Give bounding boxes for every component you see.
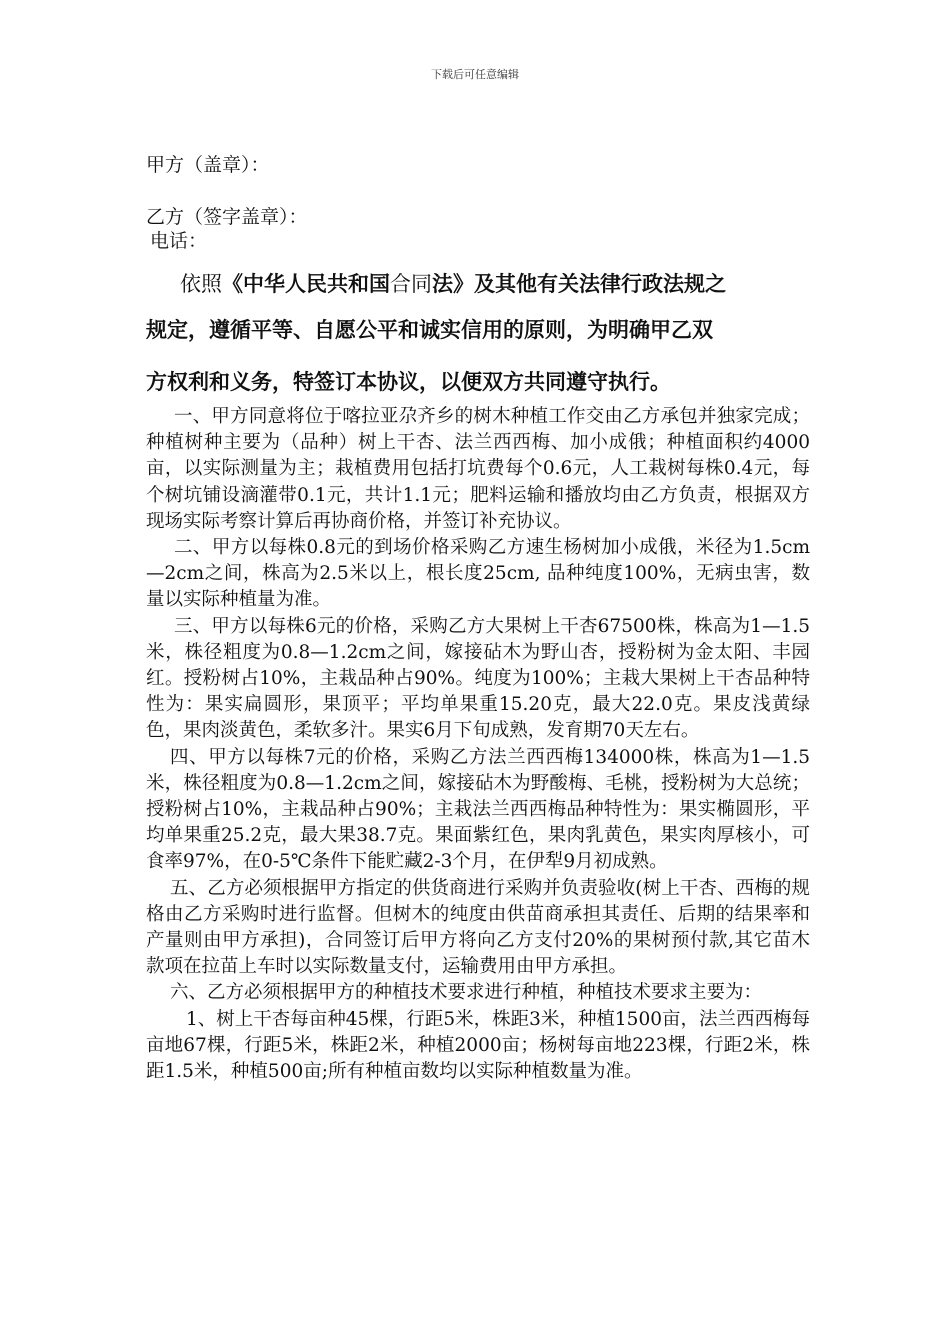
intro-lead: 依照 <box>180 272 222 296</box>
clause-4: 四、甲方以每株7元的价格，采购乙方法兰西西梅134000株，株高为1—1.5米，株径粗度为0.8—1.2cm之间，嫁接砧木为野酸梅、毛桃，授粉树为大总统；授粉树占10%，主栽品种占90%；主栽法兰西西梅品种特性为：果实椭圆形，平均单果重25.2克，最大果38.7克。果面紫红色，果肉乳黄色，果实肉厚核小，可食率97%，在0-5℃条件下能贮藏2-3个月，在伊犁9月初成熟。 <box>146 746 810 873</box>
phone-line: 电话： <box>150 230 208 252</box>
intro-law-part2: 合同 <box>390 272 432 296</box>
intro-line-2: 规定，遵循平等、自愿公平和诚实信用的原则，为明确甲乙双 <box>146 318 713 342</box>
intro-line-1 <box>146 262 826 307</box>
intro-law-part3: 法》及其他有关法律行政法规之 <box>432 272 726 296</box>
clause-2: 二、甲方以每株0.8元的到场价格采购乙方速生杨树加小成俄，米径为1.5cm—2cm之间，株高为2.5米以上，根长度25cm, 品种纯度100%，无病虫害，数量以实际种植量为准。 <box>146 537 810 611</box>
clause-6-item-1: 1、树上干杏每亩种45棵，行距5米，株距3米，种植1500亩，法兰西西梅每亩地67棵，行距5米，株距2米，种植2000亩；杨树每亩地223棵，行距2米，株距1.5米，种植500亩;所有种植亩数均以实际种植数量为准。 <box>146 1008 810 1083</box>
clause-1: 一、甲方同意将位于喀拉亚尕齐乡的树木种植工作交由乙方承包并独家完成；种植树种主要为（品种）树上干杏、法兰西西梅、加小成俄；种植面积约4000亩，以实际测量为主；栽植费用包括打坑费每个0.6元，人工栽树每株0.4元，每个树坑铺设滴灌带0.1元，共计1.1元；肥料运输和播放均由乙方负责，根据双方现场实际考察计算后再协商价格，并签订补充协议。 <box>146 406 810 532</box>
contract-clauses <box>146 404 810 1085</box>
intro-law-part1: 《中华人民共和国 <box>222 272 390 296</box>
intro-line-3: 方权利和义务，特签订本协议，以便双方共同遵守执行。 <box>146 370 671 394</box>
clause-6: 六、乙方必须根据甲方的种植技术要求进行种植，种植技术要求主要为： <box>170 982 763 1004</box>
clause-5: 五、乙方必须根据甲方指定的供货商进行采购并负责验收(树上干杏、西梅的规格由乙方采购时进行监督。但树木的纯度由供苗商承担其责任、后期的结果率和产量则由甲方承担)，合同签订后甲方将向乙方支付20%的果树预付款,其它苗木款项在拉苗上车时以实际数量支付，运输费用由甲方承担。 <box>146 877 810 978</box>
party-b-signature-line: 乙方（签字盖章）： <box>146 206 308 228</box>
clause-3: 三、甲方以每株6元的价格，采购乙方大果树上干杏67500株，株高为1—1.5米，株径粗度为0.8—1.2cm之间，嫁接砧木为野山杏，授粉树为金太阳、丰园红。授粉树占10%，主栽品种占90%。纯度为100%；主栽大果树上干杏品种特性为：果实扁圆形，果顶平；平均单果重15.20克，最大22.0克。果皮浅黄绿色，果肉淡黄色，柔软多汁。果实6月下旬成熟，发育期70天左右。 <box>146 615 810 742</box>
party-a-signature-line: 甲方（盖章）： <box>146 154 270 176</box>
header-note: 下载后可任意编辑 <box>431 68 519 81</box>
